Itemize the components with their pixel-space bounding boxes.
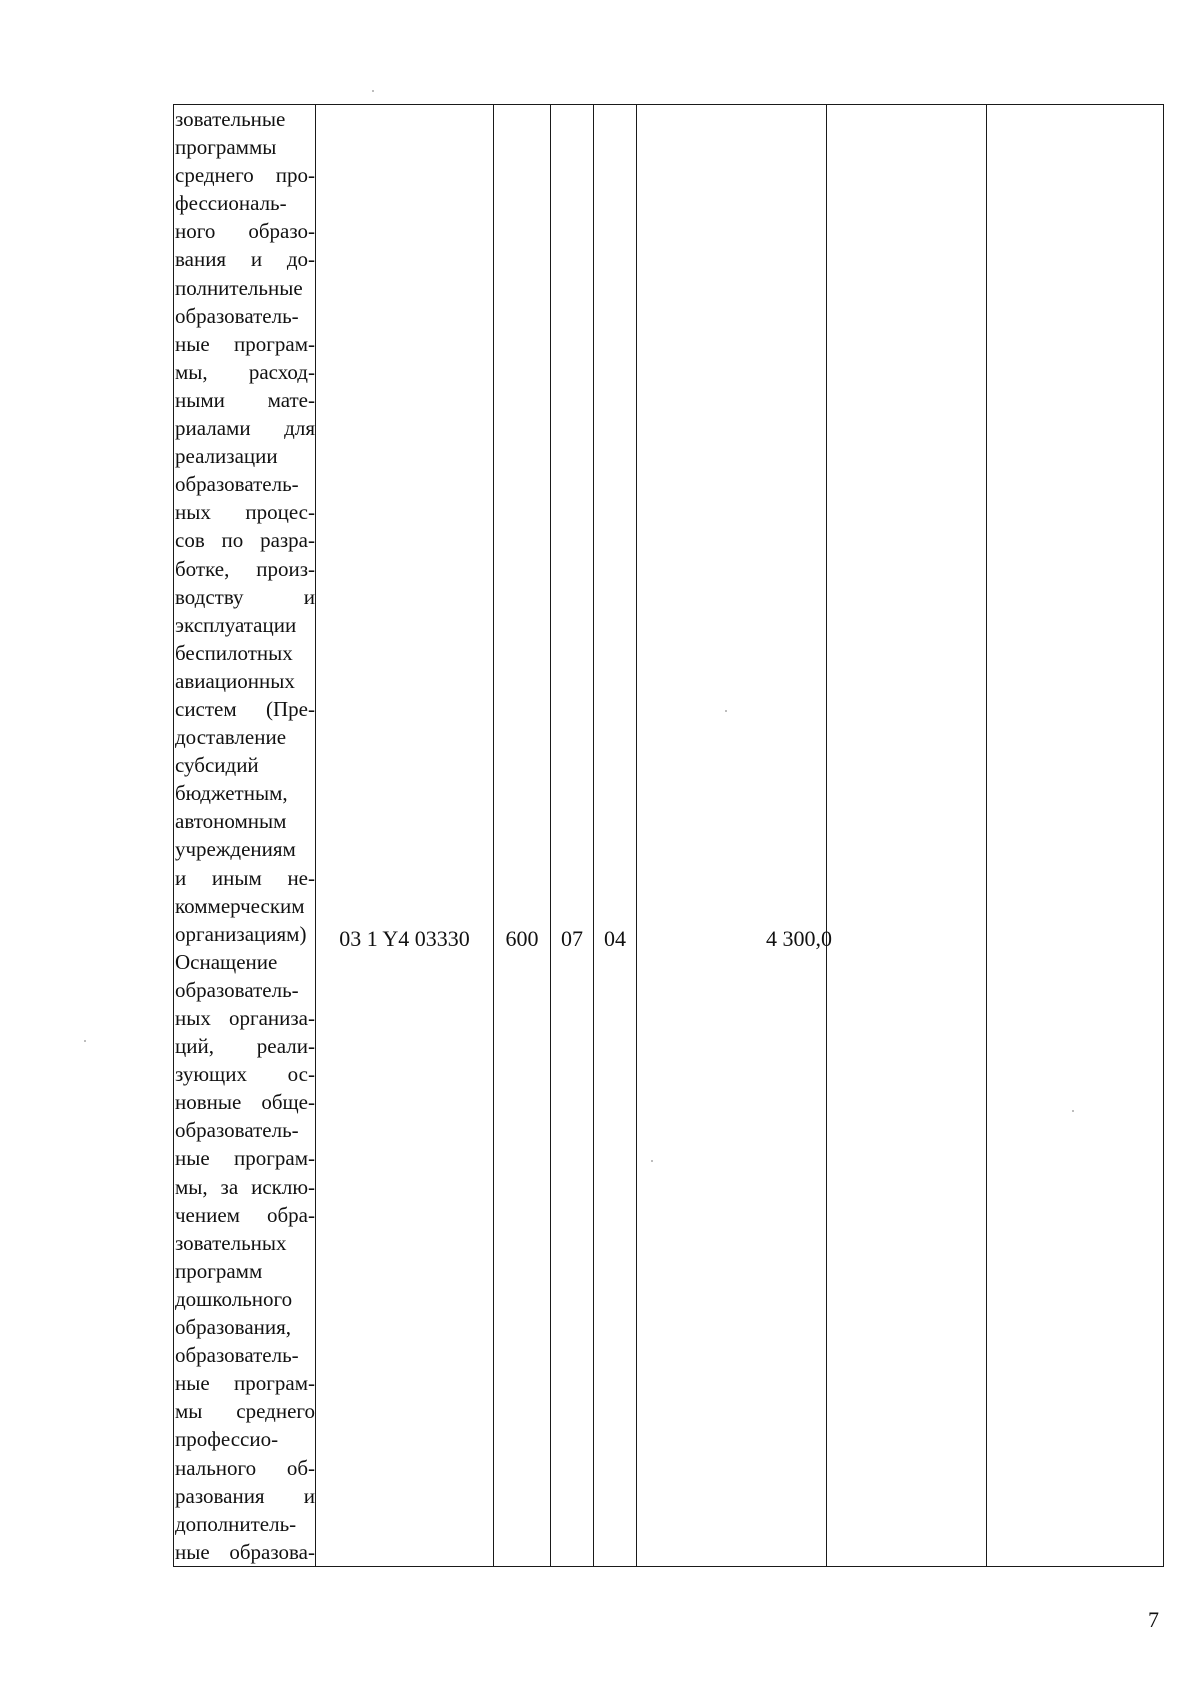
description-line: образователь-: [175, 303, 299, 328]
amount-value: 4 300,0: [766, 926, 832, 951]
subsection-cell: [594, 105, 637, 1567]
description-line: образователь-: [175, 977, 299, 1002]
description-line: ных организа-: [175, 1006, 315, 1030]
scan-speck: [725, 710, 727, 712]
description-line: новные обще-: [175, 1090, 315, 1115]
description-line: фессиональ-: [175, 191, 287, 216]
scan-speck: [1072, 1110, 1074, 1112]
description-line: субсидий: [175, 753, 259, 778]
description-line: ными мате-: [175, 387, 315, 412]
description-line: нального об-: [175, 1455, 315, 1480]
description-line: зовательные: [175, 107, 286, 131]
description-line: полнительные: [175, 275, 303, 300]
description-line: водству и: [175, 584, 315, 609]
description-line: реализации: [175, 444, 278, 469]
description-line: среднего про-: [175, 163, 315, 188]
page-number: 7: [1148, 1607, 1159, 1632]
description-line: ные програм-: [175, 1146, 315, 1171]
subsection-code: 04: [604, 926, 626, 951]
description-line: автономным: [175, 809, 287, 834]
description-line: риалами для: [175, 416, 315, 441]
description-line: зующих ос-: [175, 1062, 315, 1087]
description-text: [174, 105, 315, 1566]
description-line: зовательных: [175, 1230, 287, 1255]
description-cell: [174, 105, 316, 1567]
description-line: учреждениям: [175, 837, 296, 862]
description-line: образователь-: [175, 1118, 299, 1143]
description-line: сов по разра-: [175, 528, 315, 553]
description-line: эксплуатации: [175, 612, 297, 637]
section-code: 07: [561, 926, 583, 951]
description-line: вания и до-: [175, 247, 315, 272]
description-line: ций, реали-: [175, 1034, 315, 1059]
description-line: Оснащение: [175, 949, 278, 974]
description-line: образования,: [175, 1315, 292, 1340]
description-line: ного образо-: [175, 219, 315, 244]
description-line: чением обра-: [175, 1202, 315, 1227]
description-line: доставление: [175, 725, 287, 750]
description-line: ные образова-: [175, 1539, 315, 1564]
scan-speck: [651, 1160, 653, 1162]
scan-speck: [84, 1040, 86, 1042]
description-line: профессио-: [175, 1427, 279, 1452]
scan-speck: [372, 90, 374, 92]
budget-table: [173, 104, 1164, 1567]
section-cell: [551, 105, 594, 1567]
description-line: ных процес-: [175, 500, 315, 525]
description-line: бюджетным,: [175, 781, 288, 806]
description-line: и иным не-: [175, 865, 315, 890]
expense-type-cell: [494, 105, 551, 1567]
description-line: дошкольного: [175, 1286, 293, 1311]
description-line: образователь-: [175, 1343, 299, 1368]
description-line: ные програм-: [175, 331, 315, 356]
description-line: коммерческим: [175, 893, 305, 918]
description-line: разования и: [175, 1483, 315, 1508]
description-line: авиационных: [175, 668, 295, 693]
description-line: программ: [175, 1258, 263, 1283]
target-article-cell: [316, 105, 494, 1567]
target-article: 03 1 Y4 03330: [339, 926, 470, 951]
empty-cell: [827, 105, 987, 1567]
description-line: дополнитель-: [175, 1511, 297, 1536]
description-line: мы, расход-: [175, 359, 315, 384]
description-line: ботке, произ-: [175, 556, 315, 581]
description-line: мы среднего: [175, 1399, 315, 1424]
description-line: ные програм-: [175, 1371, 315, 1396]
description-line: мы, за исклю-: [175, 1174, 315, 1199]
expense-type: 600: [505, 926, 539, 951]
description-line: систем (Пре-: [175, 696, 315, 721]
table-row: [174, 105, 1164, 1567]
description-line: образователь-: [175, 472, 299, 497]
empty-cell: [987, 105, 1164, 1567]
description-line: организациям): [175, 921, 307, 946]
amount-cell: [637, 105, 832, 1567]
description-line: беспилотных: [175, 640, 293, 665]
description-line: программы: [175, 135, 277, 160]
